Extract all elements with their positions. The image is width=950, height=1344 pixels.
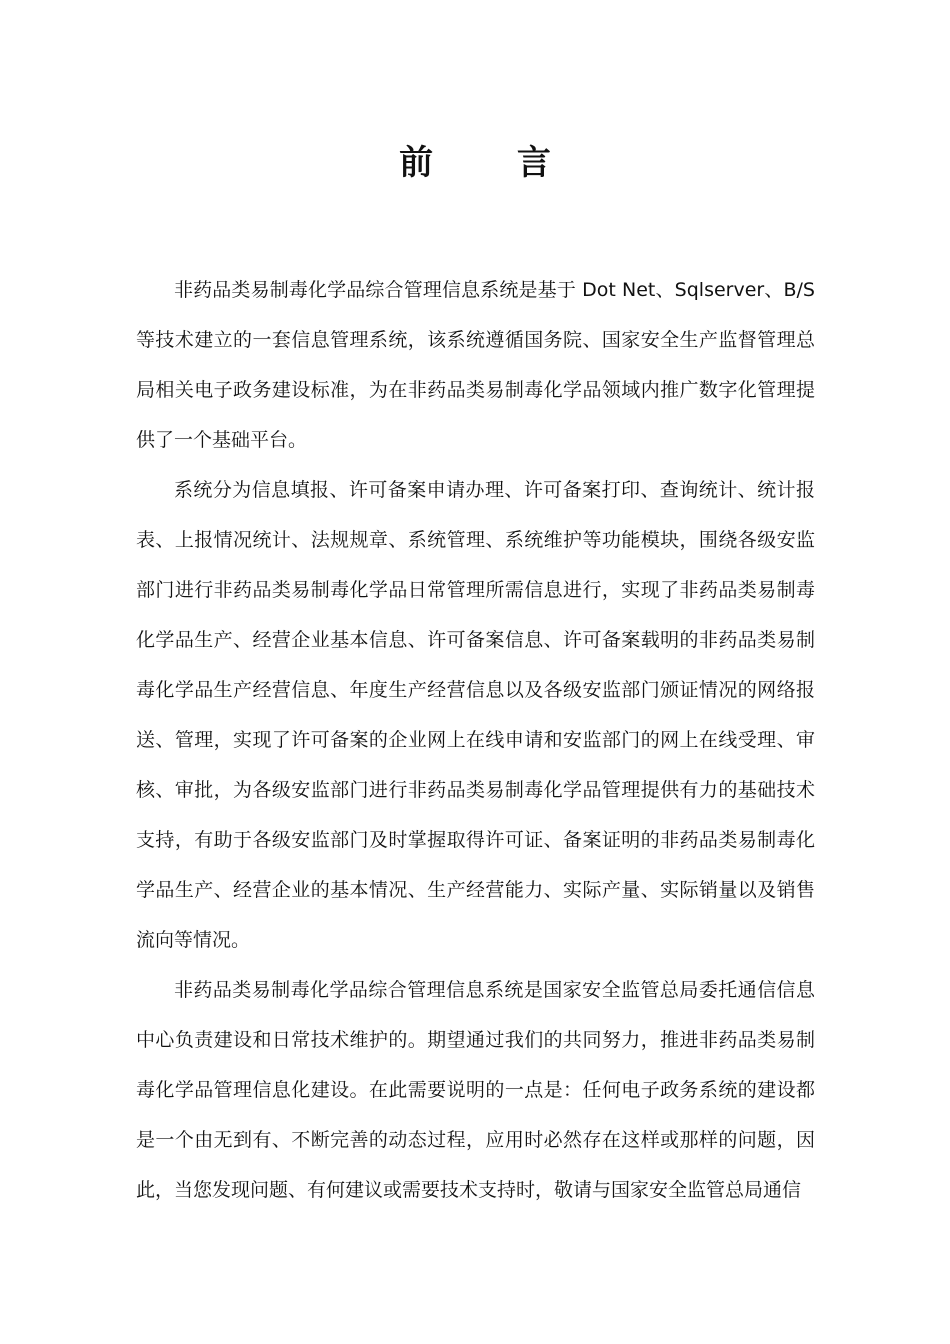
page-title: 前 言: [399, 142, 587, 183]
paragraph-3: 非药品类易制毒化学品综合管理信息系统是国家安全监管总局委托通信信息中心负责建设和日常技术维护的。期望通过我们的共同努力，推进非药品类易制毒化学品管理信息化建设。在此需要说明的一点是：任何电子政务系统的建设都是一个由无到有、不断完善的动态过程，应用时必然存在这样或那样的问题，因此，当您发现问题、有何建议或需要技术支持时，敬请与国家安全监管总局通信: [136, 979, 815, 1201]
paragraph-2: 系统分为信息填报、许可备案申请办理、许可备案打印、查询统计、统计报表、上报情况统计、法规规章、系统管理、系统维护等功能模块，围绕各级安监部门进行非药品类易制毒化学品日常管理所需信息进行，实现了非药品类易制毒化学品生产、经营企业基本信息、许可备案信息、许可备案载明的非药品类易制毒化学品生产经营信息、年度生产经营信息以及各级安监部门颁证情况的网络报送、管理，实现了许可备案的企业网上在线申请和安监部门的网上在线受理、审核、审批，为各级安监部门进行非药品类易制毒化学品管理提供有力的基础技术支持，有助于各级安监部门及时掌握取得许可证、备案证明的非药品类易制毒化学品生产、经营企业的基本情况、生产经营能力、实际产量、实际销量以及销售流向等情况。: [136, 479, 815, 951]
document-body: [136, 265, 815, 1215]
paragraph-1: 非药品类易制毒化学品综合管理信息系统是基于 Dot Net、Sqlserver、B/S 等技术建立的一套信息管理系统，该系统遵循国务院、国家安全生产监督管理总局相关电子政务建设标准，为在非药品类易制毒化学品领域内推广数字化管理提供了一个基础平台。: [136, 279, 815, 451]
